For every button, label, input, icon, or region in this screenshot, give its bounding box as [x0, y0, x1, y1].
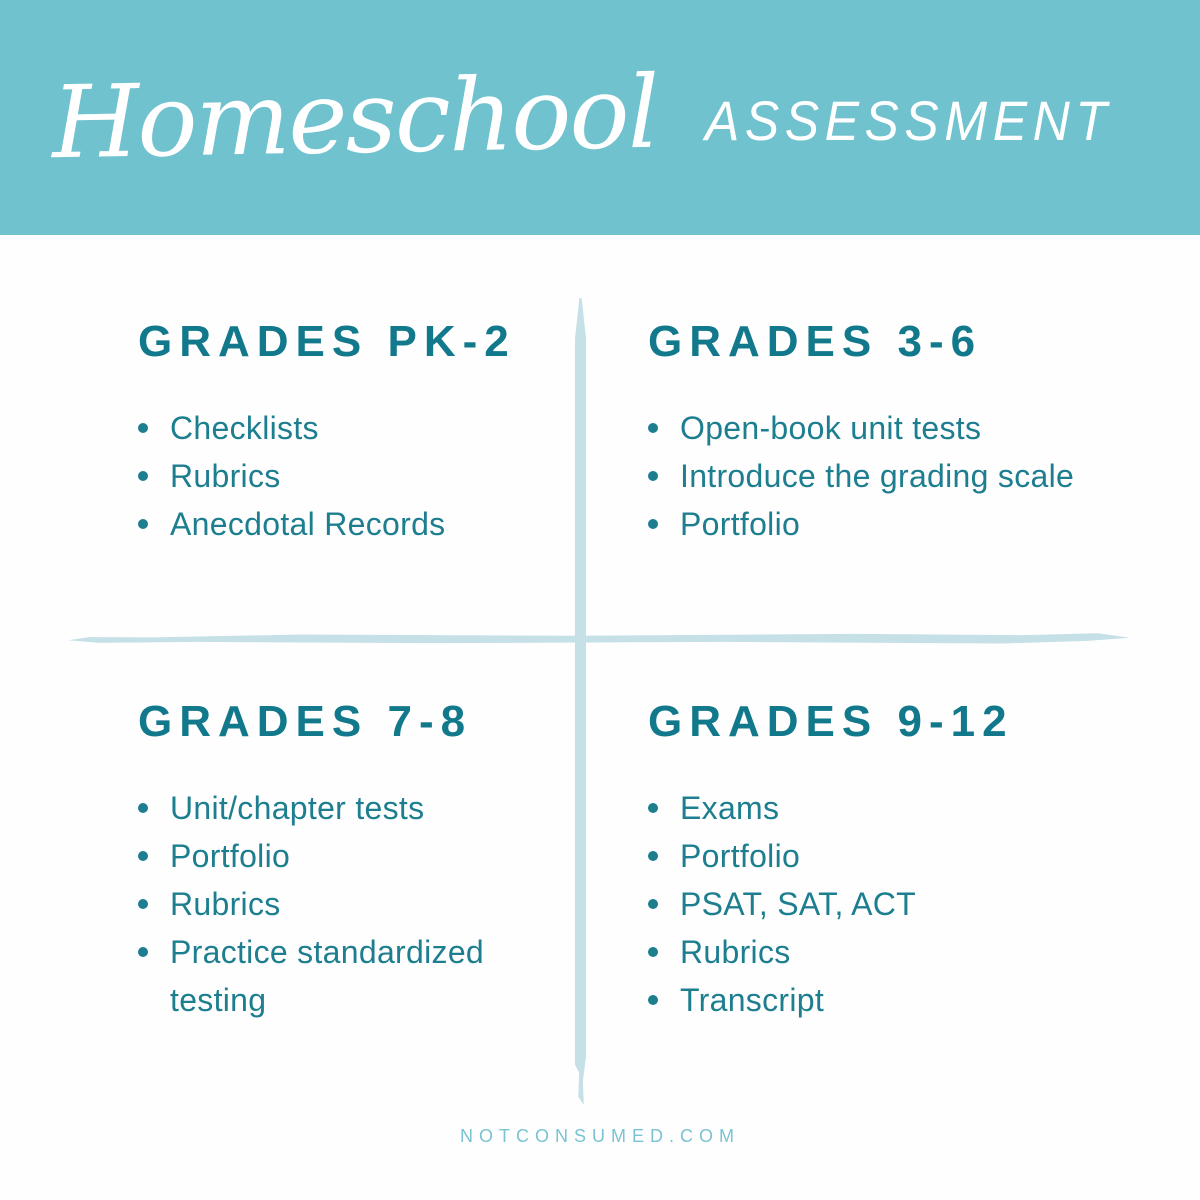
list-item-label: PSAT, SAT, ACT [680, 886, 916, 922]
list-item [138, 832, 568, 880]
list-item [138, 880, 568, 928]
list-item-label: Rubrics [170, 886, 281, 922]
quadrant-grades-3-6 [648, 316, 1148, 548]
bullet-icon [138, 423, 148, 433]
list-item-label: Exams [680, 790, 780, 826]
bullet-list [648, 404, 1148, 548]
list-item [138, 452, 548, 500]
list-item [648, 452, 1148, 500]
list-item-label: Portfolio [680, 838, 801, 874]
bullet-icon [138, 519, 148, 529]
quadrant-heading: GRADES 9-12 [648, 697, 1014, 746]
bullet-icon [138, 899, 148, 909]
quadrant-heading: GRADES PK-2 [138, 317, 516, 366]
list-item-label: Rubrics [170, 458, 281, 494]
list-item [138, 404, 548, 452]
bullet-icon [648, 851, 658, 861]
list-item [648, 404, 1148, 452]
bullet-icon [138, 851, 148, 861]
list-item [648, 880, 1148, 928]
bullet-list [138, 404, 548, 548]
quadrant-heading: GRADES 7-8 [138, 697, 473, 746]
title-caps: ASSESSMENT [705, 88, 1113, 152]
bullet-icon [648, 947, 658, 957]
list-item-label: Unit/chapter tests [170, 790, 425, 826]
bullet-icon [138, 471, 148, 481]
list-item [138, 500, 548, 548]
quadrant-grades-pk-2 [138, 316, 548, 548]
list-item [648, 832, 1148, 880]
list-item-label: Portfolio [170, 838, 291, 874]
list-item [648, 928, 1148, 976]
list-item [648, 976, 1148, 1024]
bullet-list [648, 784, 1148, 1024]
bullet-icon [138, 803, 148, 813]
bullet-icon [648, 995, 658, 1005]
title-script: Homeschool [50, 53, 659, 181]
list-item-label: Checklists [170, 410, 319, 446]
bullet-icon [648, 471, 658, 481]
list-item-label: Anecdotal Records [170, 506, 446, 542]
list-item [138, 784, 568, 832]
horizontal-divider-line [68, 631, 1130, 647]
bullet-icon [648, 423, 658, 433]
list-item [648, 500, 1148, 548]
bullet-icon [648, 519, 658, 529]
vertical-divider-line [575, 298, 586, 1105]
header-banner [0, 0, 1200, 235]
list-item-label: Open-book unit tests [680, 410, 982, 446]
list-item-label: Practice standardized testing [170, 934, 485, 1018]
bullet-icon [138, 947, 148, 957]
list-item [648, 784, 1148, 832]
list-item-label: Transcript [680, 982, 825, 1018]
list-item-label: Portfolio [680, 506, 801, 542]
bullet-icon [648, 899, 658, 909]
list-item-label: Rubrics [680, 934, 791, 970]
list-item [138, 928, 568, 1024]
quadrant-grades-9-12 [648, 696, 1148, 1024]
quadrant-heading: GRADES 3-6 [648, 317, 983, 366]
bullet-list [138, 784, 568, 1024]
quadrant-grades-7-8 [138, 696, 568, 1024]
list-item-label: Introduce the grading scale [680, 458, 1075, 494]
footer-website: NOTCONSUMED.COM [460, 1126, 740, 1146]
bullet-icon [648, 803, 658, 813]
